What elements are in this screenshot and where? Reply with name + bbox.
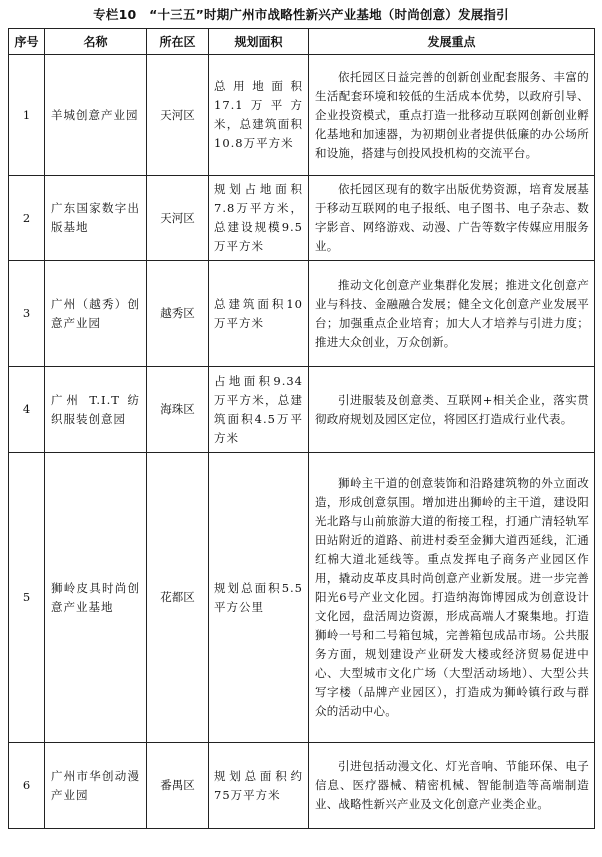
district: 天河区 xyxy=(147,55,209,176)
table-row xyxy=(9,261,595,367)
header-no: 序号 xyxy=(9,29,45,55)
header-row xyxy=(9,29,595,55)
planned-area: 规划总面积约75万平方米 xyxy=(209,743,309,829)
planned-area: 规划总面积5.5平方公里 xyxy=(209,453,309,743)
table-row xyxy=(9,176,595,261)
development-focus: 依托园区日益完善的创新创业配套服务、丰富的生活配套环境和较低的生活成本优势，以政府引导、企业投资模式，重点打造一批移动互联网创新创业孵化基地和加速器，为初期创业者提供低廉的办公场所和设施，搭建与创投风投机构的交流平台。 xyxy=(309,55,595,176)
base-name: 广州（越秀）创意产业园 xyxy=(45,261,147,367)
row-number: 6 xyxy=(9,743,45,829)
header-name: 名称 xyxy=(45,29,147,55)
row-number: 2 xyxy=(9,176,45,261)
base-guidance-table xyxy=(8,28,595,829)
header-area: 规划面积 xyxy=(209,29,309,55)
development-focus: 依托园区现有的数字出版优势资源，培育发展基于移动互联网的电子报纸、电子图书、电子杂志、数字影音、网络游戏、动漫、广告等数字传媒应用服务业。 xyxy=(309,176,595,261)
planned-area: 规划占地面积7.8万平方米，总建设规模9.5万平方米 xyxy=(209,176,309,261)
table-row xyxy=(9,743,595,829)
row-number: 3 xyxy=(9,261,45,367)
district: 花都区 xyxy=(147,453,209,743)
table-row xyxy=(9,367,595,453)
row-number: 5 xyxy=(9,453,45,743)
district: 天河区 xyxy=(147,176,209,261)
district: 海珠区 xyxy=(147,367,209,453)
planned-area: 总建筑面积10万平方米 xyxy=(209,261,309,367)
development-focus: 狮岭主干道的创意装饰和沿路建筑物的外立面改造，形成创意氛围。增加进出狮岭的主干道，建设阳光北路与山前旅游大道的衔接工程，打通广清轻轨军田站附近的道路、前进村委至金狮大道西延线，汇通红棉大道北延线等。重点发挥电子商务产业园区作用，撬动皮革皮具时尚创意产业新发展。进一步完善阳光6号产业文化园。打造纳海饰博园成为创意设计文化园，盘活周边资源，形成高端人才聚集地。打造狮岭一号和二号箱包城，完善箱包成品市场。公共服务方面，规划建设产业研发大楼或经济贸易促进中心、大型城市文化广场（大型活动场地）、大型公共写字楼（品牌产业园区），打造成为狮岭镇行政与群众的活动中心。 xyxy=(309,453,595,743)
row-number: 4 xyxy=(9,367,45,453)
base-name: 广州市华创动漫产业园 xyxy=(45,743,147,829)
base-name: 羊城创意产业园 xyxy=(45,55,147,176)
development-focus: 引进服装及创意类、互联网+相关企业，落实贯彻政府规划及园区定位，将园区打造成行业代表。 xyxy=(309,367,595,453)
district: 番禺区 xyxy=(147,743,209,829)
district: 越秀区 xyxy=(147,261,209,367)
header-focus: 发展重点 xyxy=(309,29,595,55)
row-number: 1 xyxy=(9,55,45,176)
base-name: 广州 T.I.T 纺织服装创意园 xyxy=(45,367,147,453)
base-name: 广东国家数字出版基地 xyxy=(45,176,147,261)
header-district: 所在区 xyxy=(147,29,209,55)
development-focus: 推动文化创意产业集群化发展；推进文化创意产业与科技、金融融合发展；健全文化创意产业发展平台；加强重点企业培育；加大人才培养与引进力度；推进大众创业，万众创新。 xyxy=(309,261,595,367)
table-row xyxy=(9,55,595,176)
base-name: 狮岭皮具时尚创意产业基地 xyxy=(45,453,147,743)
table-caption: 专栏10 “十三五”时期广州市战略性新兴产业基地（时尚创意）发展指引 xyxy=(93,7,509,22)
development-focus: 引进包括动漫文化、灯光音响、节能环保、电子信息、医疗器械、精密机械、智能制造等高端制造业、战略性新兴产业及文化创意产业类企业。 xyxy=(309,743,595,829)
planned-area: 总用地面积17.1万平方米，总建筑面积10.8万平方米 xyxy=(209,55,309,176)
table-row xyxy=(9,453,595,743)
planned-area: 占地面积9.34万平方米，总建筑面积4.5万平方米 xyxy=(209,367,309,453)
